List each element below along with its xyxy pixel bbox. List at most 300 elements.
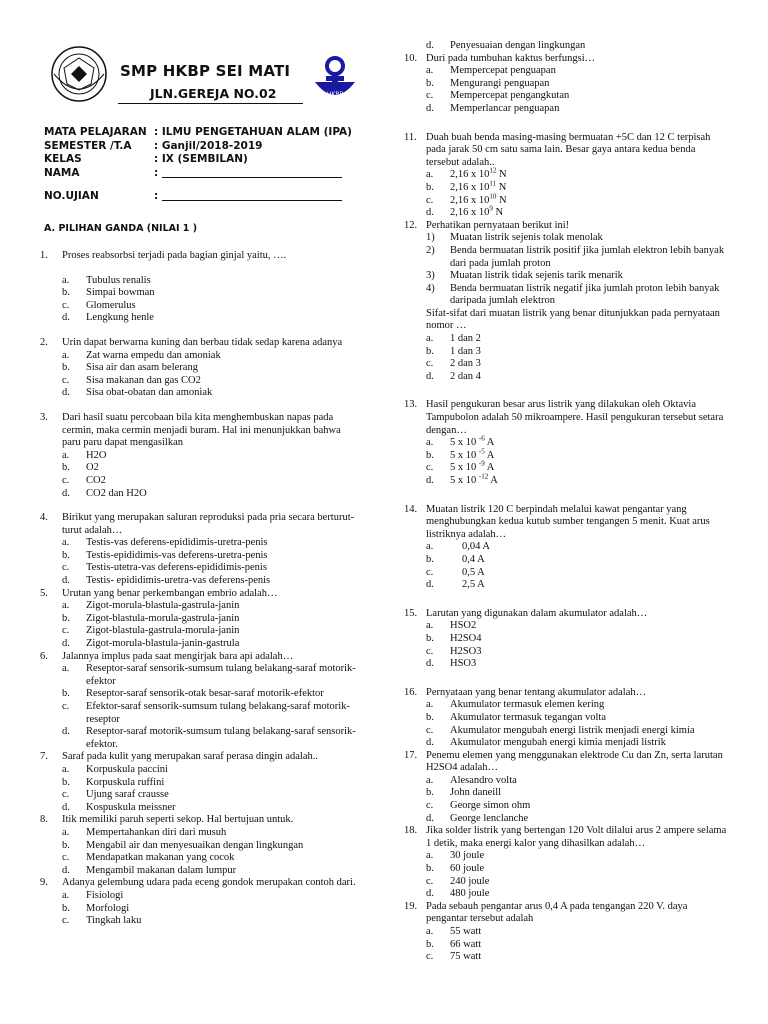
option [404, 541, 728, 554]
question-number: 8. [40, 814, 48, 826]
option-text: 0,4 A [462, 553, 485, 565]
statement [404, 245, 728, 270]
option-letter: a. [426, 620, 434, 632]
option-text: Mengurangi penguapan [450, 77, 550, 89]
option-letter: c. [62, 474, 70, 486]
question-text: Birikut yang merupakan saluran reproduksi pada pria secara berturut-turut adalah… [62, 512, 355, 536]
option-letter: b. [62, 688, 70, 700]
option [404, 554, 728, 567]
exponent: -12 [478, 472, 489, 481]
option [40, 865, 362, 878]
option-text: Akumulator mengubah energi listrik menjadi energi kimia [450, 724, 695, 736]
option-text: Zigot-blastula-morula-gastrula-janin [86, 612, 240, 624]
option [40, 701, 362, 726]
option-text: Testis-utetra-vas deferens-epididimis-penis [86, 562, 267, 574]
info-row-subject [44, 126, 352, 140]
question-text: Saraf pada kulit yang merupakan saraf perasa dingin adalah.. [62, 751, 318, 763]
option-text: 66 watt [450, 938, 482, 950]
option-text: H2SO4 [450, 632, 482, 644]
option-letter: d. [426, 737, 434, 749]
option [40, 890, 362, 903]
option-text: 240 joule [450, 875, 490, 887]
question-number: 3. [40, 411, 48, 423]
question-1 [40, 250, 362, 263]
question-number: 19. [404, 900, 418, 912]
option-text: Sisa air dan asam belerang [86, 362, 198, 374]
text: N [496, 194, 507, 206]
question-number: 2. [40, 336, 48, 348]
info-label: NAMA [44, 166, 80, 179]
option-text: Mempercepat pengangkutan [450, 90, 570, 102]
spacer [404, 488, 728, 504]
option-letter: d. [426, 40, 434, 51]
option-text: Benda bermuatan listrik negatif jika jumlah proton lebih banyak daripada jumlah elektron [450, 282, 720, 307]
option [404, 472, 728, 488]
question-text: Pernyataan yang benar tentang akumulator adalah… [426, 686, 647, 698]
option [404, 699, 728, 712]
question-text: Urutan yang benar perkembangan embrio adalah… [62, 587, 278, 599]
option [40, 275, 362, 288]
option [404, 579, 728, 592]
option-text: 60 joule [450, 863, 485, 875]
option-text: Korpuskula ruffini [86, 776, 165, 788]
option-text [450, 447, 728, 463]
option-letter: d. [62, 387, 70, 399]
exam-info [44, 126, 352, 204]
text: : [154, 190, 159, 202]
text [44, 180, 352, 190]
school-emblem [44, 44, 114, 104]
option [404, 371, 728, 384]
option [40, 852, 362, 865]
text: 2,16 x 10 [450, 181, 490, 193]
option-letter: c. [62, 374, 70, 386]
option [404, 863, 728, 876]
question-4 [40, 512, 362, 537]
option-letter: b. [426, 632, 434, 644]
option-text: Akumulator termasuk elemen kering [450, 699, 605, 711]
exponent: -6 [478, 434, 485, 443]
option [404, 888, 728, 901]
option [404, 459, 728, 475]
option [404, 787, 728, 800]
question-text: Hasil pengukuran besar arus listrik yang dilakukan oleh Oktavia Tampubolon adalah 50 mikroampere. Hasil pengukuran tersebut setara dengan… [426, 399, 724, 436]
question-number: 7. [40, 751, 48, 763]
question-number: 13. [404, 399, 418, 411]
option-letter: c. [426, 645, 434, 657]
option [404, 813, 728, 826]
text: : [154, 166, 159, 179]
option-text: Mendapatkan makanan yang cocok [86, 852, 235, 864]
option-text: 30 joule [450, 850, 485, 862]
option-text: 75 watt [450, 951, 482, 963]
option-letter: d. [62, 801, 70, 813]
option [40, 638, 362, 651]
option [404, 800, 728, 813]
option-letter: a. [426, 65, 434, 77]
question-text: Urin dapat berwarna kuning dan berbau tidak sedap karena adanya [62, 336, 343, 348]
option [404, 725, 728, 738]
option [404, 103, 728, 116]
option [404, 737, 728, 750]
option-letter: c. [426, 951, 434, 963]
option [404, 90, 728, 103]
option-letter: d. [426, 207, 434, 219]
option-letter: c. [426, 462, 434, 474]
option-letter: c. [426, 875, 434, 887]
option-letter: a. [426, 541, 434, 553]
option-text: Tingkah laku [86, 915, 142, 927]
option-letter: d. [62, 864, 70, 876]
option-letter: d. [62, 638, 70, 650]
option [40, 764, 362, 777]
question-number: 6. [40, 650, 48, 662]
option-letter: a. [62, 889, 70, 901]
option-text [450, 204, 728, 220]
option-letter: b. [426, 711, 434, 723]
option-letter: a. [426, 699, 434, 711]
option-letter: c. [62, 789, 70, 801]
option-text: CO2 [86, 474, 106, 486]
option-text: 55 watt [450, 926, 482, 937]
option-letter: c. [62, 562, 70, 574]
option-letter: b. [426, 553, 434, 565]
option-letter: d. [426, 888, 434, 900]
option-letter: c. [62, 625, 70, 637]
option-text: O2 [86, 462, 99, 474]
option-letter: c. [426, 358, 434, 370]
option-text: Muatan listrik sejenis tolak menolak [450, 232, 603, 244]
option-letter: c. [426, 90, 434, 102]
question-number: 5. [40, 587, 48, 599]
option-text: Testis-vas deferens-epididimis-uretra-penis [86, 537, 268, 549]
spacer [404, 592, 728, 608]
option-text: George lenclanche [450, 812, 529, 824]
option-text: Benda bermuatan listrik positif jika jumlah elektron lebih banyak dari pada jumlah proton [450, 244, 725, 269]
option-text: Penyesuaian dengan lingkungan [450, 40, 586, 51]
text: 2,16 x 10 [450, 207, 490, 219]
option-text: H2O [86, 449, 107, 461]
option-letter: c. [62, 915, 70, 927]
option-text: Morfologi [86, 902, 130, 914]
info-label: KELAS [44, 153, 82, 165]
option [404, 358, 728, 371]
question-text: Pada sebauh pengantar arus 0,4 A pada tengangan 220 V. daya pengantar tersebut adalah [426, 900, 688, 925]
question-3 [40, 412, 362, 450]
option [404, 346, 728, 359]
option-letter: a. [62, 826, 70, 838]
option-letter: d. [426, 658, 434, 670]
option [40, 287, 362, 300]
option [40, 537, 362, 550]
question-7 [40, 751, 362, 764]
option-text: Fisiologi [86, 889, 124, 901]
option-letter: a. [426, 169, 434, 181]
option [404, 633, 728, 646]
option [40, 475, 362, 488]
option-text: Tubulus renalis [86, 274, 151, 286]
option-letter: b. [62, 839, 70, 851]
option-letter: b. [426, 863, 434, 875]
option-text: H2SO3 [450, 645, 482, 657]
option-text: Alesandro volta [450, 774, 517, 786]
option-letter: d. [62, 575, 70, 587]
text: 5 x 10 [450, 437, 479, 449]
question-18 [404, 825, 728, 850]
option-text [450, 434, 728, 450]
text: A [484, 449, 495, 461]
option [404, 434, 728, 450]
exponent: 10 [489, 192, 497, 201]
option [40, 375, 362, 388]
option-letter: d. [426, 579, 434, 591]
text: : IX (SEMBILAN) [154, 153, 248, 165]
option-letter: a. [426, 926, 434, 937]
question-number: 18. [404, 825, 418, 837]
info-row-semester [44, 140, 352, 154]
text: 5 x 10 [450, 449, 479, 461]
option-letter: b. [62, 549, 70, 561]
option-letter: b. [426, 938, 434, 950]
question-text: Itik memiliki paruh seperti sekop. Hal bertujuan untuk. [62, 814, 294, 826]
question-6 [40, 651, 362, 664]
option-text: 1 dan 2 [450, 333, 481, 345]
option [40, 462, 362, 475]
option-letter: b. [426, 449, 434, 461]
option [40, 903, 362, 916]
option [40, 600, 362, 613]
question-number: 12. [404, 219, 418, 231]
option-text: HSO2 [450, 620, 477, 632]
question-text: Adanya gelembung udara pada eceng gondok merupakan contoh dari. [62, 877, 356, 889]
option-letter: b. [426, 345, 434, 357]
option-text: Efektor-saraf sensorik-sumsum tulang belakang-saraf motorik-reseptor [86, 701, 350, 725]
option [404, 951, 728, 964]
option-text: Glomerulus [86, 299, 136, 311]
option [40, 387, 362, 400]
option-letter: a. [62, 600, 70, 612]
option [404, 620, 728, 633]
option-text: Sisa makanan dan gas CO2 [86, 374, 201, 386]
option-text: Zigot-morula-blastula-janin-gastrula [86, 638, 240, 650]
text: 2,16 x 10 [450, 169, 490, 181]
question-14 [404, 504, 728, 542]
option-letter: a. [62, 274, 70, 286]
option-text: Memperlancar penguapan [450, 102, 560, 114]
option-text: Ujung saraf crausse [86, 789, 169, 801]
option-text: 1 dan 3 [450, 345, 481, 357]
question-13 [404, 399, 728, 437]
option-letter: c. [62, 852, 70, 864]
info-row-name [44, 167, 352, 181]
spacer [40, 400, 362, 412]
option-text: George simon ohm [450, 800, 531, 812]
option-letter: b. [62, 902, 70, 914]
option [40, 312, 362, 325]
info-row-class [44, 153, 352, 167]
statement [404, 283, 728, 308]
option-text: 480 joule [450, 888, 490, 900]
exponent: 12 [489, 166, 497, 175]
spacer [404, 383, 728, 399]
info-label: MATA PELAJARAN [44, 126, 147, 138]
option [40, 915, 362, 928]
question-text: Duri pada tumbuhan kaktus berfungsi… [426, 52, 596, 64]
text: 2,16 x 10 [450, 194, 490, 206]
question-12 [404, 220, 728, 233]
option-letter: 2) [426, 244, 435, 256]
text: : Ganjil/2018-2019 [154, 139, 263, 152]
option-letter: b. [62, 612, 70, 624]
question-number: 11. [404, 131, 417, 143]
option [404, 712, 728, 725]
option-letter: d. [62, 312, 70, 324]
option-text: Muatan listrik tidak sejenis tarik menarik [450, 270, 623, 282]
exponent: -9 [478, 459, 485, 468]
option-text: Mengambil makanan dalam lumpur [86, 864, 237, 876]
option-letter: c. [426, 566, 434, 578]
left-column [40, 250, 362, 928]
question-text: Dari hasil suatu percobaan bila kita menghembuskan napas pada cermin, maka cermin menjadi buram. Hal ini menunjukkan bahwa paru paru dapat mengasilkan [62, 411, 341, 449]
option-text: Lengkung henle [86, 312, 154, 324]
option [40, 840, 362, 853]
option [404, 447, 728, 463]
question-text: Penemu elemen yang menggunakan elektrode Cu dan Zn, serta larutan H2SO4 adalah… [426, 749, 723, 774]
option-text: Zat warna empedu dan amoniak [86, 349, 221, 361]
option-letter: c. [426, 194, 434, 206]
option [40, 362, 362, 375]
text: A [488, 475, 498, 486]
text: A [484, 462, 495, 474]
option-text: Testis- epididimis-uretra-vas deferens-penis [86, 575, 271, 587]
option-letter: 3) [426, 270, 435, 282]
header-underline [118, 103, 303, 104]
option-text: 2 dan 3 [450, 358, 481, 370]
question-text: Proses reabsorbsi terjadi pada bagian ginjal yaitu, …. [62, 250, 287, 261]
spacer [40, 325, 362, 337]
option-letter: c. [62, 299, 70, 311]
option [40, 575, 362, 588]
option-text: Mengabil air dan menyesuaikan dengan lingkungan [86, 839, 304, 851]
question-10 [404, 53, 728, 66]
option [404, 192, 728, 208]
text: N [492, 207, 504, 219]
question-text: Muatan listrik 120 C berpindah melalui kawat pengantar yang menghubungkan kedua kutub sumber tengangen 5 menit. Kuat arus listriknya adalah… [426, 503, 710, 540]
question-15 [404, 608, 728, 621]
spacer [404, 671, 728, 687]
option-letter: a. [426, 774, 434, 786]
option-letter: b. [62, 287, 70, 299]
question-17 [404, 750, 728, 775]
option-text: 2,5 A [462, 579, 485, 591]
option [40, 450, 362, 463]
option [404, 333, 728, 346]
info-row-exam-number [44, 190, 352, 204]
exam-number-field-line[interactable] [162, 190, 342, 201]
option-text: 0,5 A [462, 566, 485, 578]
option [404, 926, 728, 939]
option [40, 562, 362, 575]
option-letter: d. [62, 487, 70, 499]
option-letter: a. [62, 663, 70, 675]
option-text: 0,04 A [462, 541, 491, 553]
right-column [404, 40, 728, 964]
option [404, 775, 728, 788]
option [40, 550, 362, 563]
option-letter: 1) [426, 232, 435, 244]
info-label: SEMESTER /T.A [44, 139, 132, 152]
question-text: Jalannya implus pada saat mengirjak bara api adalah… [62, 650, 294, 662]
question-number: 9. [40, 877, 48, 889]
option-letter: c. [62, 701, 70, 712]
option-letter: b. [62, 362, 70, 374]
option-letter: d. [426, 475, 434, 486]
option-text: Zigot-blastula-gastrula-morula-janin [86, 625, 240, 637]
question-number: 10. [404, 52, 418, 64]
question-12-prompt: Sifat-sifat dari muatan listrik yang benar ditunjukkan pada pernyataan nomor … [426, 307, 720, 332]
option-letter: b. [426, 181, 434, 193]
exponent: 9 [489, 204, 493, 213]
option-text: Kospuskula meissner [86, 801, 176, 813]
option-letter: a. [426, 437, 434, 449]
option-letter: c. [426, 724, 434, 736]
text: N [496, 181, 507, 193]
question-number: 15. [404, 607, 418, 619]
option-text: Akumulator mengubah energi kimia menjadi listrik [450, 737, 666, 749]
option-text: Mempertahankan diri dari musuh [86, 826, 227, 838]
spacer [40, 263, 362, 275]
spacer [404, 116, 728, 132]
option [404, 166, 728, 182]
option-letter: 4) [426, 282, 435, 294]
question-8 [40, 814, 362, 827]
section-heading: A. PILIHAN GANDA (NILAI 1 ) [44, 223, 198, 234]
svg-text:HKBP: HKBP [326, 91, 344, 98]
option [40, 625, 362, 638]
option-text: Simpai bowman [86, 287, 155, 299]
question-number: 14. [404, 503, 418, 515]
question-text: Perhatikan pernyataan berikut ini! [426, 219, 570, 231]
question-number: 16. [404, 686, 418, 698]
option [404, 646, 728, 659]
option [40, 300, 362, 313]
option-text: Mempercepat penguapan [450, 65, 556, 77]
option-text: Sisa obat-obatan dan amoniak [86, 387, 213, 399]
question-2 [40, 337, 362, 350]
option [404, 78, 728, 91]
exponent: -5 [478, 447, 485, 456]
text: : ILMU PENGETAHUAN ALAM (IPA) [154, 126, 352, 138]
option-text: Zigot-morula-blastula-gastrula-janin [86, 600, 240, 612]
question-5 [40, 588, 362, 601]
name-field-line[interactable] [162, 167, 342, 178]
option-letter: a. [426, 333, 434, 345]
text: 5 x 10 [450, 462, 479, 474]
school-address: JLN.GEREJA NO.02 [150, 86, 277, 101]
option [40, 789, 362, 802]
question-19 [404, 901, 728, 926]
option-text: Reseptor-saraf sensorik-otak besar-saraf motorik-efektor [86, 688, 324, 700]
option [40, 663, 362, 688]
option-text: HSO3 [450, 658, 477, 670]
option-letter: b. [426, 787, 434, 799]
option [404, 204, 728, 220]
option-letter: a. [62, 537, 70, 549]
question-text: Jika solder listrik yang bertengan 120 Volt dilalui arus 2 ampere selama 1 detik, maka energi kalor yang dihasilkan adalah… [426, 825, 727, 849]
option-text: Korpuskula paccini [86, 763, 168, 775]
option [40, 350, 362, 363]
option [404, 939, 728, 952]
